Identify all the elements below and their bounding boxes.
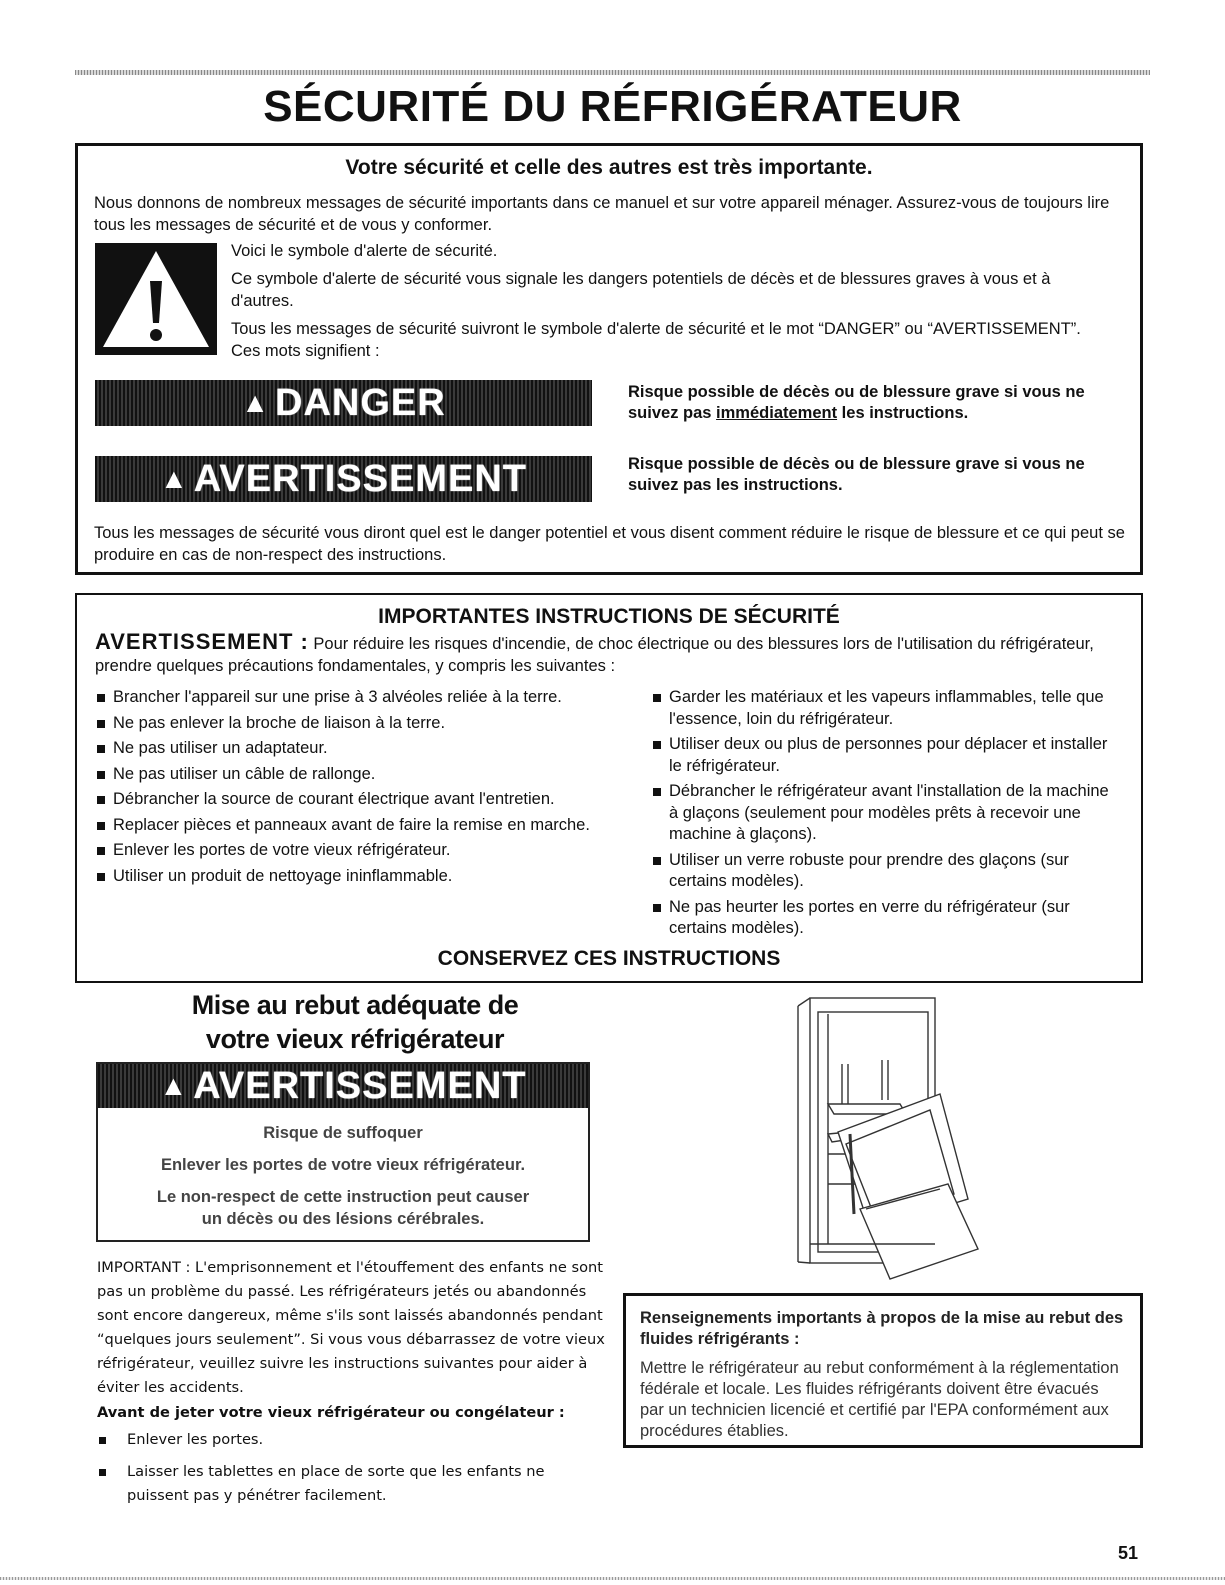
disposal-steps <box>97 1428 587 1508</box>
list-item: Ne pas utiliser un adaptateur. <box>95 738 640 760</box>
suffocation-warning-box <box>96 1062 590 1242</box>
instructions-heading: IMPORTANTES INSTRUCTIONS DE SÉCURITÉ <box>378 605 840 628</box>
safety-closing-text: Tous les messages de sécurité vous diront quel est le danger potentiel et vous disent comment réduire le risque de blessure et ce qui peut se produire en cas de non-respect des instructions. <box>94 524 1125 564</box>
list-item: Ne pas enlever la broche de liaison à la terre. <box>95 713 640 735</box>
alert-triangle-icon: ▲ <box>160 463 188 494</box>
warning-description: Risque possible de décès ou de blessure grave si vous ne suivez pas les instructions. <box>628 455 1085 494</box>
conserve-instructions: CONSERVEZ CES INSTRUCTIONS <box>437 947 781 970</box>
symbol-description: Ce symbole d'alerte de sécurité vous signale les dangers potentiels de décès et de blessures graves à vous et à d'autres. <box>231 270 1051 310</box>
fridge-doors-removed-illustration <box>790 994 990 1284</box>
alert-triangle-icon: ▲ <box>241 387 270 418</box>
list-item: Enlever les portes. <box>97 1428 587 1452</box>
instructions-lead <box>95 631 1135 677</box>
list-item: Brancher l'appareil sur une prise à 3 alvéoles reliée à la terre. <box>95 687 640 709</box>
danger-description: Risque possible de décès ou de blessure grave si vous ne suivez pas immédiatement les instructions. <box>628 383 1085 422</box>
important-instructions-box <box>75 593 1143 983</box>
warning-signal <box>95 456 592 502</box>
page-number: 51 <box>1118 1543 1139 1563</box>
suffocation-action: Enlever les portes de votre vieux réfrigérateur. <box>160 1156 526 1174</box>
list-item: Débrancher le réfrigérateur avant l'installation de la machine à glaçons (seulement pour modèles prêts à recevoir une machine à glaçons). <box>651 781 1121 846</box>
list-item: Utiliser un verre robuste pour prendre des glaçons (sur certains modèles). <box>651 850 1121 893</box>
list-item: Utiliser un produit de nettoyage ininflammable. <box>95 866 640 888</box>
refrigerant-text: Mettre le réfrigérateur au rebut conformément à la réglementation fédérale et locale. Les fluides réfrigérants doivent être évacués par un technicien licencié et certifié par l'EPA conformément aux procédures établies. <box>640 1359 1119 1440</box>
instructions-left-list <box>95 687 640 891</box>
before-disposal-heading: Avant de jeter votre vieux réfrigérateur ou congélateur : <box>97 1404 565 1421</box>
page-title: SÉCURITÉ DU RÉFRIGÉRATEUR <box>263 82 962 131</box>
top-rule <box>75 70 1150 75</box>
warning-signal <box>98 1064 588 1108</box>
important-paragraph: IMPORTANT : L'emprisonnement et l'étouffement des enfants ne sont pas un problème du passé. Les réfrigérateurs jetés ou abandonnés sont encore dangereux, même s'ils sont laissés abandonnés pendant “quelques jours seulement”. Si vous vous débarrassez de votre vieux réfrigérateur, veuillez suivre les instructions suivantes pour aider à éviter les accidents. <box>97 1259 605 1396</box>
safety-intro-box <box>75 143 1143 575</box>
list-item: Laisser les tablettes en place de sorte que les enfants ne puissent pas y pénétrer facilement. <box>97 1460 587 1508</box>
list-item: Ne pas utiliser un câble de rallonge. <box>95 764 640 786</box>
instructions-right-list <box>651 687 1121 944</box>
list-item: Utiliser deux ou plus de personnes pour déplacer et installer le réfrigérateur. <box>651 734 1121 777</box>
bullet-icon <box>99 1469 106 1476</box>
suffocation-risk: Risque de suffoquer <box>263 1124 423 1142</box>
alert-triangle-icon: ▲ <box>159 1070 188 1101</box>
list-item: Enlever les portes de votre vieux réfrigérateur. <box>95 840 640 862</box>
follow-description: Tous les messages de sécurité suivront le symbole d'alerte de sécurité et le mot “DANGER” ou “AVERTISSEMENT”. Ces mots signifient : <box>231 320 1081 360</box>
list-item: Débrancher la source de courant électrique avant l'entretien. <box>95 789 640 811</box>
lead-text: Pour réduire les risques d'incendie, de choc électrique ou des blessures lors de l'utilisation du réfrigérateur, prendre quelques précautions fondamentales, y compris les suivantes : <box>95 635 1094 675</box>
safety-heading: Votre sécurité et celle des autres est très importante. <box>345 156 873 179</box>
warning-word: AVERTISSEMENT : <box>95 629 309 654</box>
safety-intro-text: Nous donnons de nombreux messages de sécurité importants dans ce manuel et sur votre appareil ménager. Assurez-vous de toujours lire tous les messages de sécurité et de vous y conformer. <box>94 194 1110 234</box>
safety-alert-symbol-icon <box>95 243 217 355</box>
list-item: Replacer pièces et panneaux avant de faire la remise en marche. <box>95 815 640 837</box>
refrigerant-info-box <box>623 1293 1143 1448</box>
bullet-icon <box>99 1437 106 1444</box>
symbol-line: Voici le symbole d'alerte de sécurité. <box>231 242 498 260</box>
danger-label: DANGER <box>275 381 446 424</box>
disposal-title: Mise au rebut adéquate de votre vieux réfrigérateur <box>191 990 519 1054</box>
list-item: Garder les matériaux et les vapeurs inflammables, telle que l'essence, loin du réfrigérateur. <box>651 687 1121 730</box>
warning-label: AVERTISSEMENT <box>193 457 527 500</box>
refrigerant-heading: Renseignements importants à propos de la mise au rebut des fluides réfrigérants : <box>640 1309 1124 1348</box>
bottom-rule <box>0 1577 1225 1580</box>
list-item: Ne pas heurter les portes en verre du réfrigérateur (sur certains modèles). <box>651 897 1121 940</box>
suffocation-consequence-2: un décès ou des lésions cérébrales. <box>201 1210 485 1228</box>
warning-label: AVERTISSEMENT <box>193 1064 527 1107</box>
danger-signal <box>95 380 592 426</box>
suffocation-consequence-1: Le non-respect de cette instruction peut causer <box>156 1188 530 1206</box>
